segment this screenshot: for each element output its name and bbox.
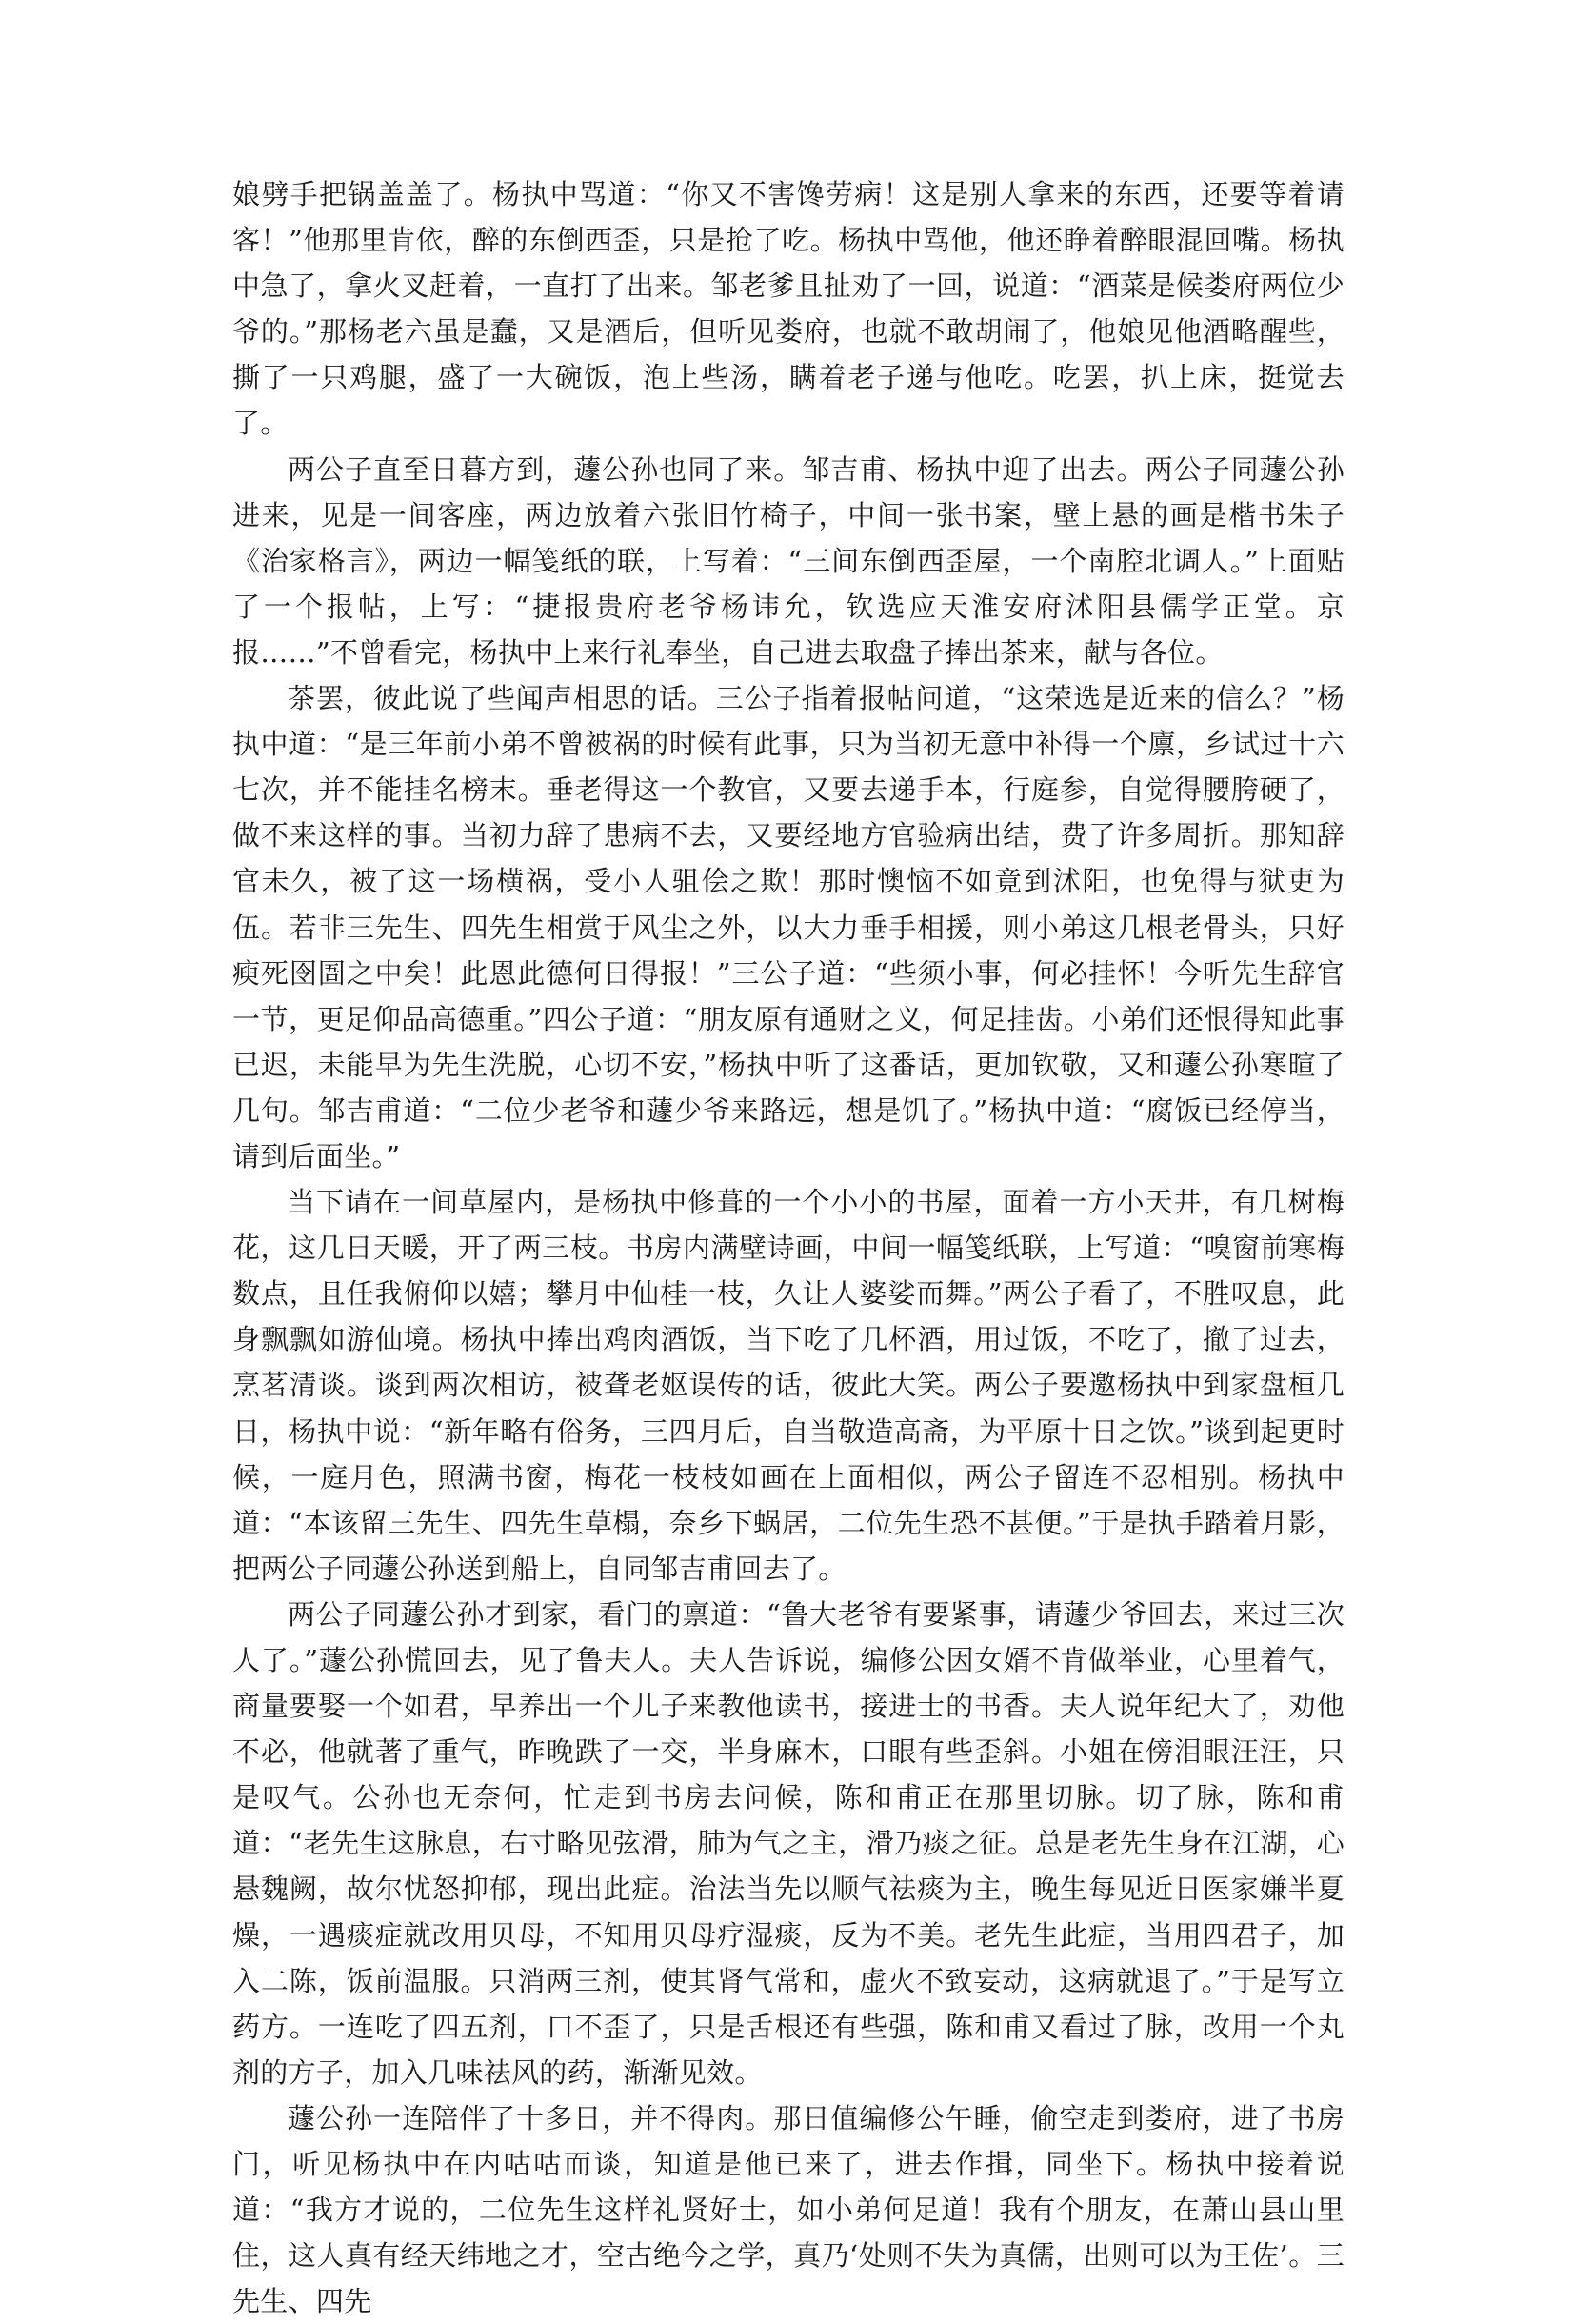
paragraph-5: 两公子同蘧公孙才到家，看门的禀道：“鲁大老爷有要紧事，请蘧少爷回去，来过三次人了。”蘧公孙慌回去，见了鲁夫人。夫人告诉说，编修公因女婿不肯做举业，心里着气，商量要娶一个如君，早养出一个儿子来教他读书，接进士的书香。夫人说年纪大了，劝他不必，他就著了重气，昨晚跌了一交，半身麻木，口眼有些歪斜。小姐在傍泪眼汪汪，只是叹气。公孙也无奈何，忙走到书房去问候，陈和甫正在那里切脉。切了脉，陈和甫道：“老先生这脉息，右寸略见弦滑，肺为气之主，滑乃痰之征。总是老先生身在江湖，心悬魏阙，故尔忧怒抑郁，现出此症。治法当先以顺气祛痰为主，晚生每见近日医家嫌半夏燥，一遇痰症就改用贝母，不知用贝母疗湿痰，反为不美。老先生此症，当用四君子，加入二陈，饭前温服。只消两三剂，使其肾气常和，虚火不致妄动，这病就退了。”于是写立药方。一连吃了四五剂，口不歪了，只是舌根还有些强，陈和甫又看过了脉，改用一个丸剂的方子，加入几味祛风的药，渐渐见效。 [232,1597,1345,2089]
paragraph-4: 当下请在一间草屋内，是杨执中修葺的一个小小的书屋，面着一方小天井，有几树梅花，这几日天暖，开了两三枝。书房内满壁诗画，中间一幅笺纸联，上写道：“嗅窗前寒梅数点，且任我俯仰以嬉；攀月中仙桂一枝，久让人婆娑而舞。”两公子看了，不胜叹息，此身飘飘如游仙境。杨执中捧出鸡肉酒饭，当下吃了几杯酒，用过饭，不吃了，撤了过去，烹茗清谈。谈到两次相访，被聋老妪误传的话，彼此大笑。两公子要邀杨执中到家盘桓几日，杨执中说：“新年略有俗务，三四月后，自当敬造高斋，为平原十日之饮。”谈到起更时候，一庭月色，照满书窗，梅花一枝枝如画在上面相似，两公子留连不忍相别。杨执中道：“本该留三先生、四先生草榻，奈乡下蜗居，二位先生恐不甚便。”于是执手踏着月影，把两公子同蘧公孙送到船上，自同邹吉甫回去了。 [232,1186,1345,1585]
paragraph-2: 两公子直至日暮方到，蘧公孙也同了来。邹吉甫、杨执中迎了出去。两公子同蘧公孙进来，见是一间客座，两边放着六张旧竹椅子，中间一张书案，壁上悬的画是楷书朱子《治家格言》，两边一幅笺纸的联，上写着：“三间东倒西歪屋，一个南腔北调人。”上面贴了一个报帖，上写：“捷报贵府老爷杨讳允，钦选应天淮安府沭阳县儒学正堂。京报……”不曾看完，杨执中上来行礼奉坐，自己进去取盘子捧出茶来，献与各位。 [232,452,1345,669]
paragraph-6: 蘧公孙一连陪伴了十多日，并不得肉。那日值编修公午睡，偷空走到娄府，进了书房门，听见杨执中在内咕咕而谈，知道是他已来了，进去作揖，同坐下。杨执中接着说道：“我方才说的，二位先生这样礼贤好士，如小弟何足道！我有个朋友，在萧山县山里住，这人真有经天纬地之才，空古绝今之学，真乃‘处则不失为真儒，出则可以为王佐’。三先生、四先 [232,2101,1345,2318]
paragraph-1: 娘劈手把锅盖盖了。杨执中骂道：“你又不害馋劳病！这是别人拿来的东西，还要等着请客！”他那里肯依，醉的东倒西歪，只是抢了吃。杨执中骂他，他还睁着醉眼混回嘴。杨执中急了，拿火叉赶着，一直打了出来。邹老爹且扯劝了一回，说道：“酒菜是候娄府两位少爷的。”那杨老六虽是蠢，又是酒后，但听见娄府，也就不敢胡闹了，他娘见他酒略醒些，撕了一只鸡腿，盛了一大碗饭，泡上些汤，瞒着老子递与他吃。吃罢，扒上床，挺觉去了。 [232,178,1345,440]
paragraph-3: 茶罢，彼此说了些闻声相思的话。三公子指着报帖问道，“这荣选是近来的信么？”杨执中道：“是三年前小弟不曾被祸的时候有此事，只为当初无意中补得一个廪，乡试过十六七次，并不能挂名榜末。垂老得这一个教官，又要去递手本，行庭参，自觉得腰胯硬了，做不来这样的事。当初力辞了患病不去，又要经地方官验病出结，费了许多周折。那知辞官未久，被了这一场横祸，受小人驵侩之欺！那时懊恼不如竟到沭阳，也免得与狱吏为伍。若非三先生、四先生相赏于风尘之外，以大力垂手相援，则小弟这几根老骨头，只好瘐死囹圄之中矣！此恩此德何日得报！”三公子道：“些须小事，何必挂怀！今听先生辞官一节，更足仰品高德重。”四公子道：“朋友原有通财之义，何足挂齿。小弟们还恨得知此事已迟，未能早为先生洗脱，心切不安，”杨执中听了这番话，更加钦敬，又和蘧公孙寒暄了几句。邹吉甫道：“二位少老爷和蘧少爷来路远，想是饥了。”杨执中道：“腐饭已经停当，请到后面坐。” [232,682,1345,1172]
body-text [232,171,1345,2324]
